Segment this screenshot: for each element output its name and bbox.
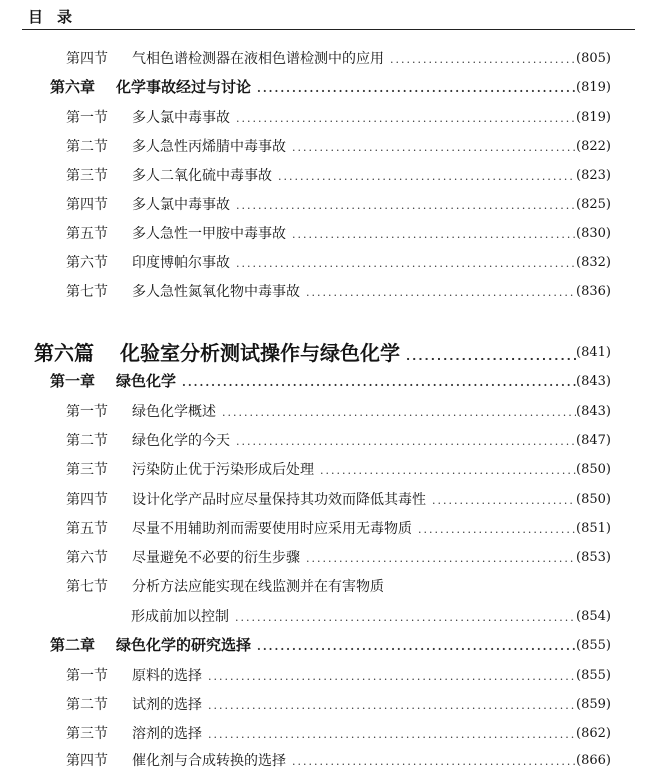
section-number: 第七节	[66, 284, 108, 300]
page-number: (850)	[576, 462, 611, 477]
page-number: (819)	[576, 110, 611, 125]
chapter-title: 绿色化学的研究选择	[116, 636, 252, 654]
chapter-title: 化学事故经过与讨论	[116, 78, 252, 96]
section-title: 溶剂的选择	[132, 726, 202, 742]
page-number: (866)	[576, 753, 611, 768]
toc-entry-multiline[interactable]	[66, 576, 384, 596]
section-number: 第一节	[66, 404, 108, 420]
leader-dots	[236, 257, 576, 270]
chapter-number: 第二章	[50, 636, 96, 654]
leader-dots	[208, 699, 576, 712]
section-title: 原料的选择	[132, 668, 202, 684]
toc-entry-continuation[interactable]	[131, 606, 582, 626]
leader-dots	[406, 350, 576, 363]
toc-entry[interactable]	[66, 165, 582, 185]
section-number: 第三节	[66, 168, 108, 184]
page-number: (819)	[576, 80, 611, 95]
toc-entry[interactable]	[66, 665, 582, 685]
leader-dots	[390, 53, 576, 66]
page-number: (843)	[576, 374, 611, 389]
section-title: 多人二氧化硫中毒事故	[132, 168, 272, 184]
section-title: 多人氯中毒事故	[132, 110, 230, 126]
page-header	[0, 0, 649, 28]
page-number: (850)	[576, 492, 611, 507]
section-title: 多人急性氮氧化物中毒事故	[132, 284, 300, 300]
leader-dots	[292, 228, 576, 241]
page-number: (853)	[576, 550, 611, 565]
page-number: (836)	[576, 284, 611, 299]
section-title: 试剂的选择	[132, 697, 202, 713]
section-number: 第二节	[66, 433, 108, 449]
section-title-continuation: 形成前加以控制	[131, 609, 229, 625]
section-title: 多人急性一甲胺中毒事故	[132, 226, 286, 242]
page-number: (851)	[576, 521, 611, 536]
toc-entry-chapter[interactable]	[50, 76, 582, 97]
toc-entry-chapter[interactable]	[50, 634, 582, 655]
section-number: 第四节	[66, 197, 108, 213]
section-title: 分析方法应能实现在线监测并在有害物质	[132, 579, 384, 595]
toc-entry[interactable]	[66, 48, 582, 68]
page-number: (862)	[576, 726, 611, 741]
section-number: 第六节	[66, 255, 108, 271]
section-number: 第四节	[66, 753, 108, 769]
page-number: (855)	[576, 638, 611, 653]
section-title: 设计化学产品时应尽量保持其功效而降低其毒性	[132, 492, 426, 508]
page-number: (859)	[576, 697, 611, 712]
toc-entry-chapter[interactable]	[50, 370, 582, 391]
section-title: 印度博帕尔事故	[132, 255, 230, 271]
section-title: 污染防止优于污染形成后处理	[132, 462, 314, 478]
leader-dots	[257, 640, 576, 653]
header-rule	[22, 29, 635, 30]
toc-entry[interactable]	[66, 107, 582, 127]
section-title: 绿色化学的今天	[132, 433, 230, 449]
section-number: 第三节	[66, 462, 108, 478]
toc-entry[interactable]	[66, 518, 582, 538]
leader-dots	[222, 406, 576, 419]
leader-dots	[236, 199, 576, 212]
toc-entry[interactable]	[66, 252, 582, 272]
section-number: 第六节	[66, 550, 108, 566]
section-number: 第五节	[66, 521, 108, 537]
section-number: 第二节	[66, 697, 108, 713]
toc-entry[interactable]	[66, 694, 582, 714]
page-number: (830)	[576, 226, 611, 241]
leader-dots	[432, 494, 576, 507]
leader-dots	[320, 464, 576, 477]
section-title: 催化剂与合成转换的选择	[132, 753, 286, 769]
section-number: 第四节	[66, 492, 108, 508]
toc-entry[interactable]	[66, 723, 582, 743]
section-number: 第四节	[66, 51, 108, 67]
leader-dots	[292, 141, 576, 154]
page-number: (822)	[576, 139, 611, 154]
section-number: 第五节	[66, 226, 108, 242]
page-number: (855)	[576, 668, 611, 683]
section-number: 第一节	[66, 668, 108, 684]
page-number: (805)	[576, 51, 611, 66]
toc-entry-part[interactable]	[34, 337, 582, 366]
chapter-number: 第六章	[50, 78, 96, 96]
leader-dots	[278, 170, 576, 183]
section-number: 第一节	[66, 110, 108, 126]
chapter-title: 绿色化学	[116, 372, 177, 390]
leader-dots	[418, 523, 576, 536]
part-number: 第六篇	[34, 341, 94, 365]
leader-dots	[306, 552, 576, 565]
page-number: (841)	[576, 345, 611, 360]
toc-entry[interactable]	[66, 281, 582, 301]
page-number: (843)	[576, 404, 611, 419]
leader-dots	[236, 435, 576, 448]
toc-entry[interactable]	[66, 489, 582, 509]
leader-dots	[182, 376, 576, 389]
leader-dots	[257, 82, 576, 95]
toc-entry[interactable]	[66, 459, 582, 479]
leader-dots	[235, 611, 576, 624]
toc-entry[interactable]	[66, 223, 582, 243]
section-number: 第二节	[66, 139, 108, 155]
section-title: 气相色谱检测器在液相色谱检测中的应用	[132, 51, 384, 67]
toc-entry[interactable]	[66, 547, 582, 567]
section-title: 多人急性丙烯腈中毒事故	[132, 139, 286, 155]
section-title: 尽量不用辅助剂而需要使用时应采用无毒物质	[132, 521, 412, 537]
toc-entry[interactable]	[66, 401, 582, 421]
part-title: 化验室分析测试操作与绿色化学	[120, 341, 400, 365]
leader-dots	[208, 728, 576, 741]
page-number: (847)	[576, 433, 611, 448]
chapter-number: 第一章	[50, 372, 96, 390]
page-number: (854)	[576, 609, 611, 624]
toc-entry[interactable]	[66, 430, 582, 450]
leader-dots	[208, 670, 576, 683]
leader-dots	[292, 755, 576, 768]
section-title: 绿色化学概述	[132, 404, 216, 420]
toc-entry[interactable]	[66, 194, 582, 214]
section-title: 多人氯中毒事故	[132, 197, 230, 213]
section-number: 第七节	[66, 579, 108, 595]
header-title: 目录	[28, 8, 87, 26]
leader-dots	[306, 286, 576, 299]
toc-entry[interactable]	[66, 136, 582, 156]
page-number: (823)	[576, 168, 611, 183]
toc-entry[interactable]	[66, 750, 582, 770]
section-title: 尽量避免不必要的衍生步骤	[132, 550, 300, 566]
page-number: (832)	[576, 255, 611, 270]
section-number: 第三节	[66, 726, 108, 742]
leader-dots	[236, 112, 576, 125]
page-number: (825)	[576, 197, 611, 212]
